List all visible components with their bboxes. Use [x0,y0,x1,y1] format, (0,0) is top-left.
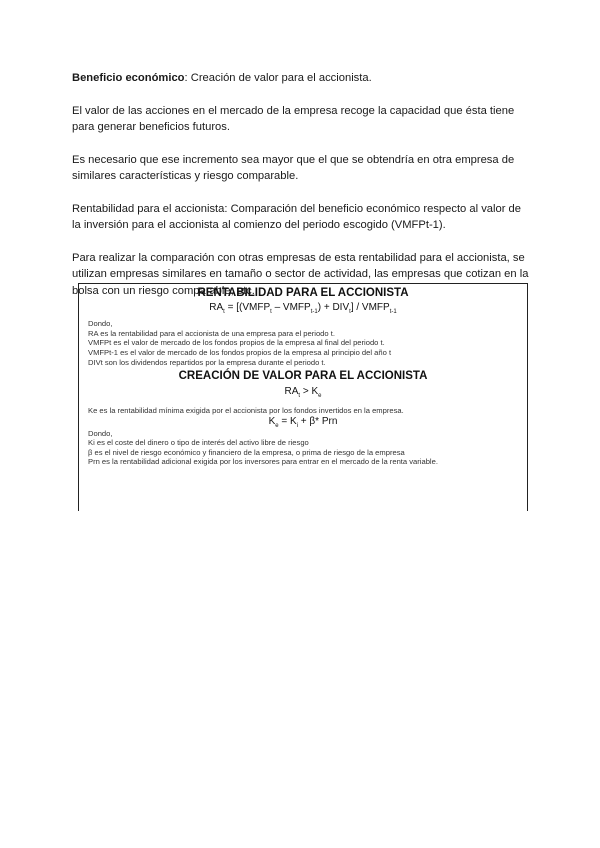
figure-title-rentabilidad: RENTABILIDAD PARA EL ACCIONISTA [197,287,409,299]
formula-rentabilidad [79,303,527,313]
definition-ke: Ke es la rentabilidad mínima exigida por el accionista por los fondos invertidos en la empresa. [88,406,404,416]
formula1-part-e: ] / VMFP [350,301,390,313]
formula3-part-a: K [268,415,276,427]
formula1-part-c: – VMFP [271,301,311,313]
paragraph-1: El valor de las acciones en el mercado de la empresa recoge la capacidad que ésta tiene para generar beneficios futuros. [72,104,515,133]
definition-beta: β es el nivel de riesgo económico y financiero de la empresa, o prima de riesgo de la empresa [88,447,405,457]
formula2-part-a: RA [284,385,299,397]
figure-title-creacion: CREACIÓN DE VALOR PARA EL ACCIONISTA [178,370,428,383]
formula1-sub-a: t [223,308,225,315]
donde-label-1: Dondo, [88,319,113,329]
formula1-part-b: = [(VMFP [224,301,271,313]
paragraph-4: Para realizar la comparación con otras empresas de esta rentabilidad para el accionista, se utilizan empresas similares en tamaño o sector de actividad, las empresas que cotizan en la bolsa con un riesgo comparable, etc. [72,251,529,297]
formula-figure [78,283,528,511]
definition-ra: RA es la rentabilidad para el accionista de una empresa para el periodo t. [88,328,335,338]
heading-bold: Beneficio económico [72,72,185,84]
paragraph-2: Es necesario que ese incremento sea mayor que el que se obtendría en otra empresa de similares características y riesgo comparable. [72,153,515,182]
heading-rest: : Creación de valor para el accionista. [184,72,372,84]
formula-creacion-valor [79,387,527,397]
document-body [72,70,532,315]
paragraph-3: Rentabilidad para el accionista: Comparación del beneficio económico respecto al valor de la inversión para el accionista al comienzo del periodo escogido (VMFPt-1). [72,202,522,231]
formula1-sub-d: t [349,308,351,315]
formula1-sub-c: t-1 [310,308,318,315]
formula1-part-a: RA [209,301,224,313]
definition-div: DIVt son los dividendos repartidos por la empresa durante el periodo t. [88,357,326,367]
formula2-sub-b: e [318,392,322,399]
donde-label-2: Dondo, [88,428,113,438]
formula2-sub-a: t [298,392,301,399]
formula3-sub-b: i [296,422,299,429]
formula1-part-d: ) + DIV [317,301,350,313]
formula1-sub-b: t [270,308,272,315]
definition-prn: Prn es la rentabilidad adicional exigida por los inversores para entrar en el mercado de la renta variable. [88,457,438,467]
definition-ki: Ki es el coste del dinero o tipo de interés del activo libre de riesgo [88,438,309,448]
definition-vmfp-t-1: VMFPt-1 es el valor de mercado de los fondos propios de la empresa al principio del año t [88,347,392,357]
formula1-sub-e: t-1 [389,308,397,315]
formula2-part-b: > K [300,385,319,397]
formula3-sub-a: e [275,422,279,429]
heading-paragraph [72,70,532,87]
definition-vmfp-t: VMFPt es el valor de mercado de los fondos propios de la empresa al final del periodo t. [88,338,385,348]
formula3-part-b: = K [278,415,297,427]
formula-ke [79,417,527,427]
formula3-part-c: + β* Prn [298,415,338,427]
